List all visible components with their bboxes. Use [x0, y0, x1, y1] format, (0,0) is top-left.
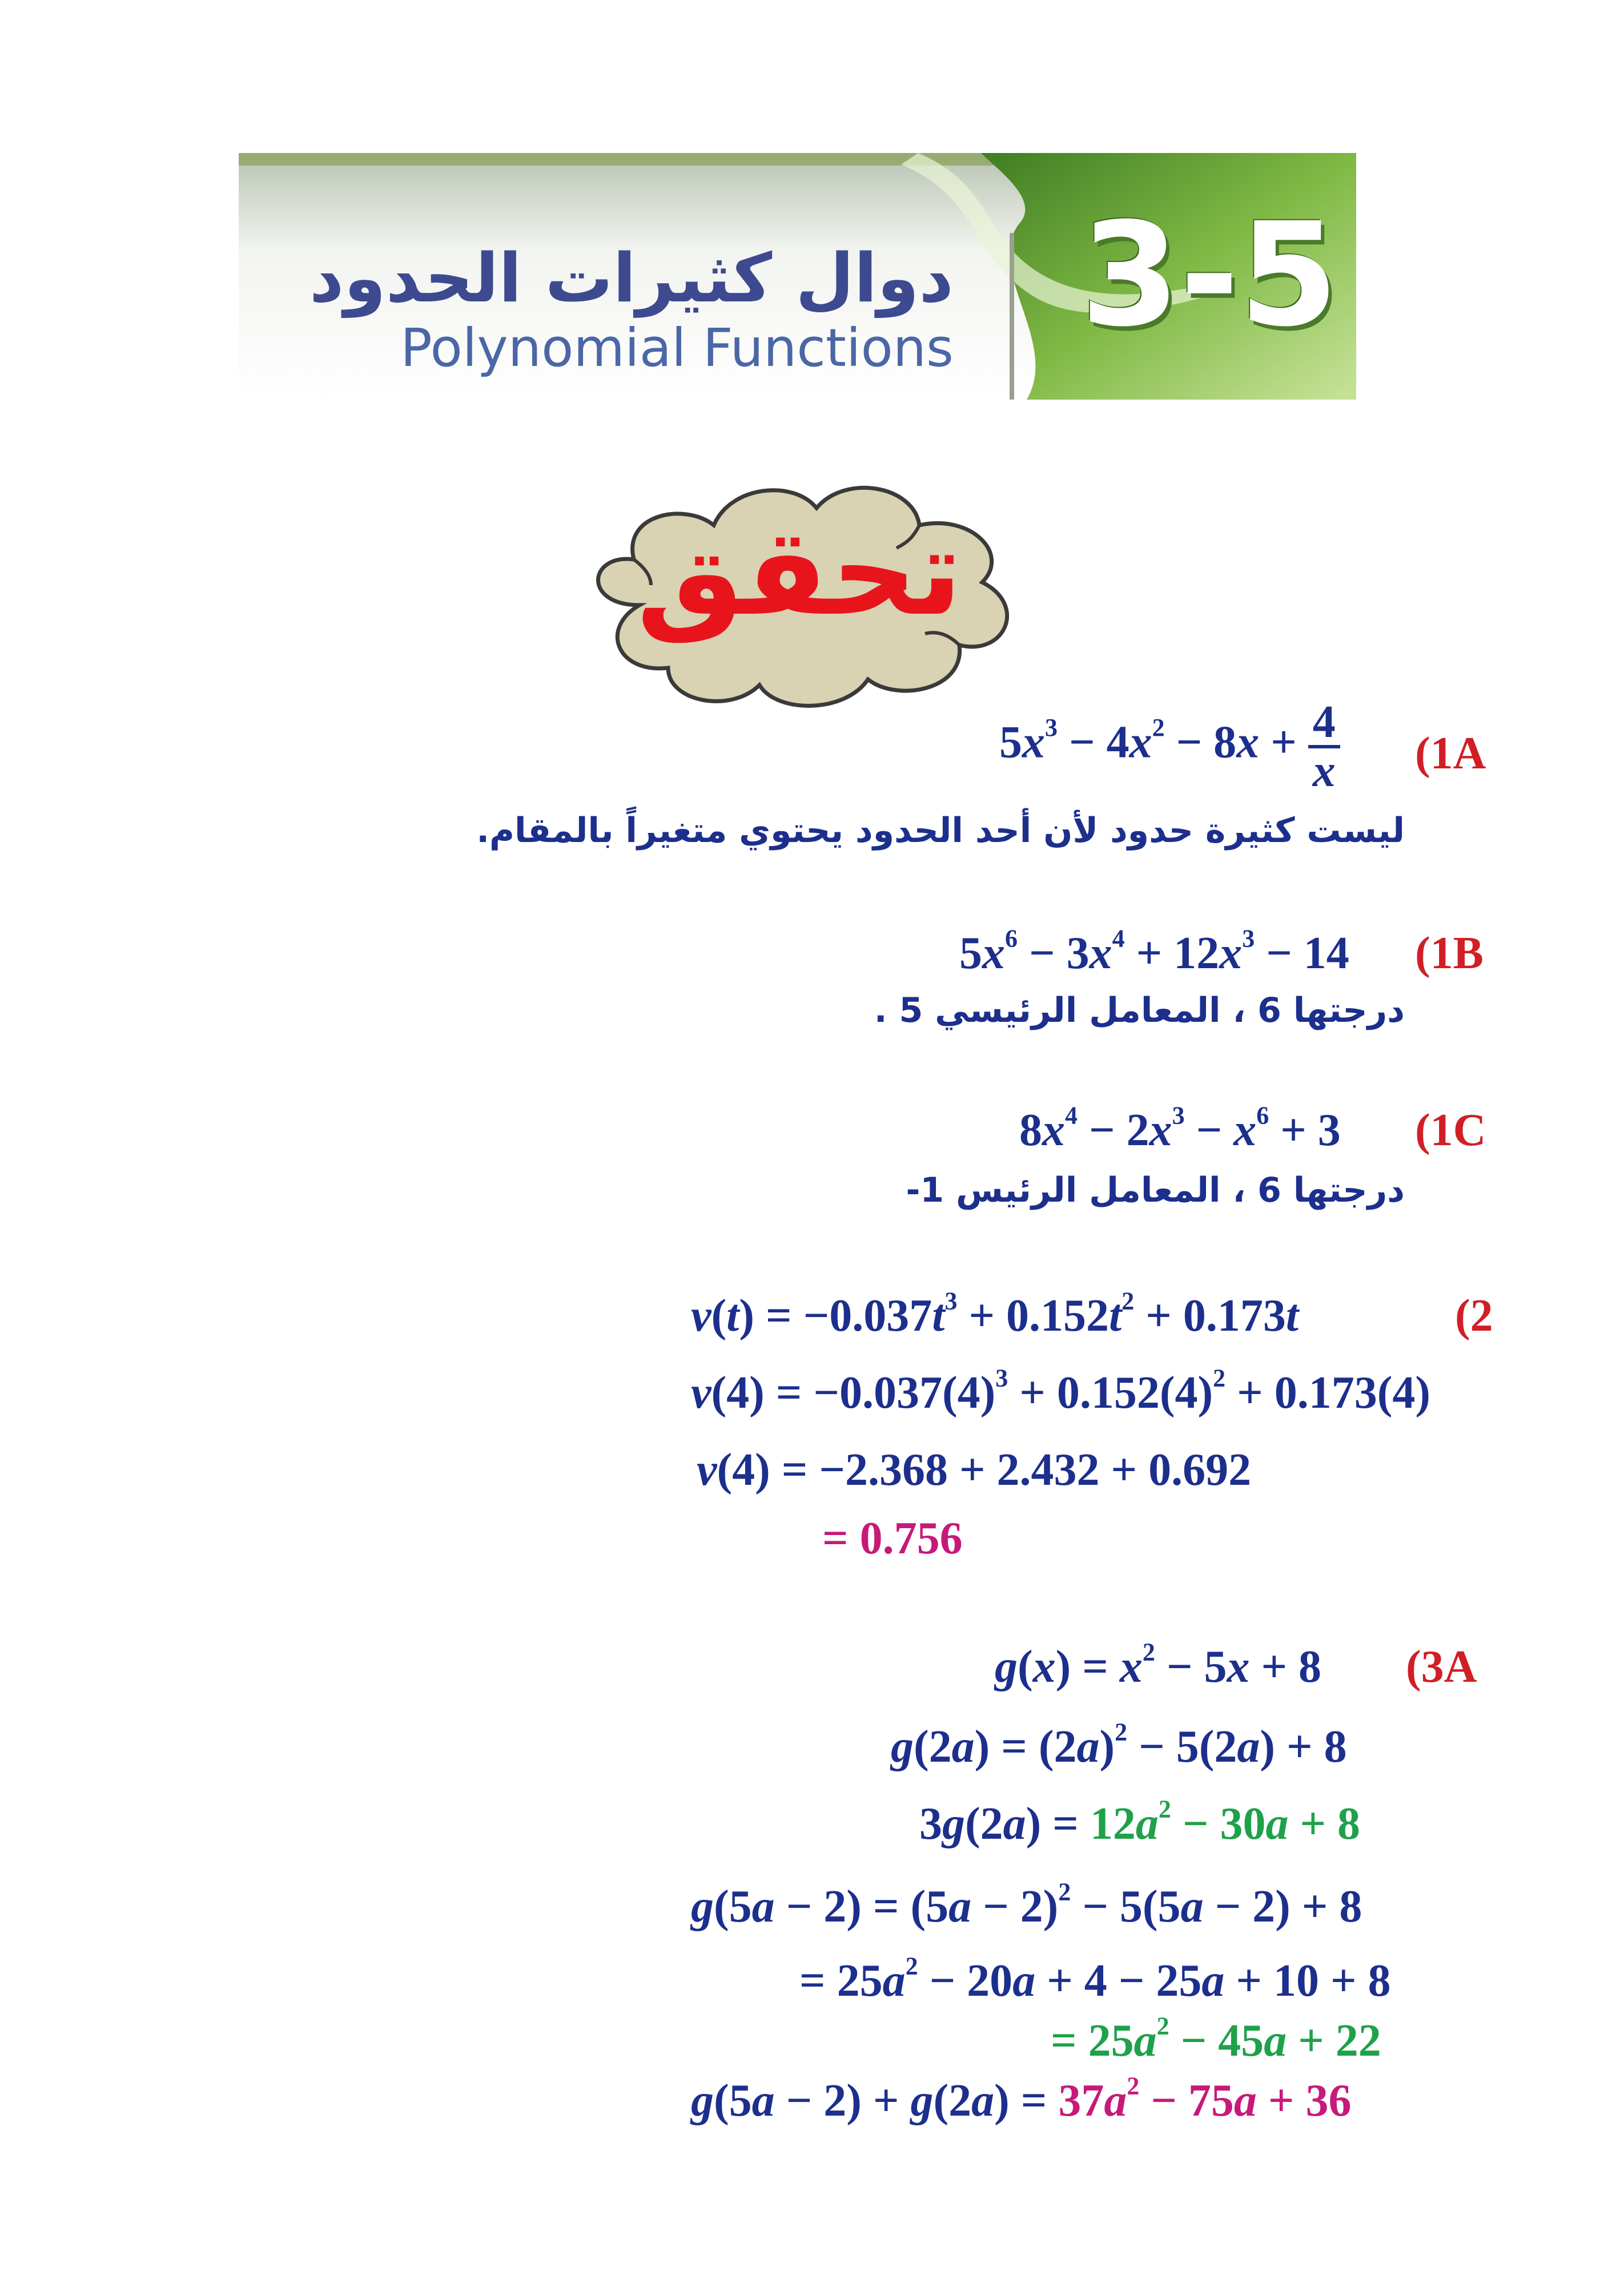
equation-3a-line2: $g(2a) = (2a)^2 - 5(2a) + 8$ — [891, 1718, 1347, 1772]
expression-1b: $5x^6 - 3x^4 + 12x^3 - 14$ — [959, 924, 1349, 978]
problem-label-2: (2 — [1455, 1291, 1493, 1341]
problem-label-1a: (1A — [1415, 728, 1486, 779]
equation-3a-line4: $g(5a - 2) = (5a - 2)^2 - 5(5a - 2) + 8$ — [691, 1878, 1362, 1932]
equation-3a-line5: = $25a^2 - 20a + 4 - 25a + 10 + 8$ — [799, 1952, 1391, 2006]
equation-2-line2: $v(4) = -0.037(4)^3 + 0.152(4)^2 + 0.173(4)$ — [691, 1364, 1430, 1418]
equation-3a-line7: $g(5a - 2) + g(2a) = 37a^2 - 75a + 36$ — [691, 2072, 1352, 2126]
answer-1c: درجتها 6 ، المعامل الرئيس 1- — [906, 1170, 1405, 1210]
expression-1a: $5x^3 - 4x^2 - 8x$ + $\frac{4}{x}$ — [999, 699, 1340, 794]
expression-1c: $8x^4 - 2x^3 - x^6 + 3$ — [1019, 1101, 1341, 1155]
equation-2-line1: $v(t) = -0.037t^3 + 0.152t^2 + 0.173t$ — [691, 1287, 1299, 1341]
section-title-arabic: دوال كثيرات الحدود — [309, 239, 954, 317]
problem-label-3a: (3A — [1406, 1642, 1477, 1692]
answer-1b: درجتها 6 ، المعامل الرئيسي 5 . — [874, 990, 1405, 1030]
equation-3a-line1: $g(x) = x^2 - 5x + 8$ — [995, 1638, 1322, 1692]
equation-2-line3: v(4) = −2.368 + 2.432 + 0.692 — [697, 1445, 1252, 1495]
problem-label-1b: (1B — [1415, 928, 1484, 978]
section-number: 3-5 — [1080, 192, 1338, 358]
equation-2-result: = 0.756 — [822, 1513, 963, 1564]
equation-3a-line6: = $25a^2 - 45a + 22$ — [1051, 2012, 1381, 2066]
section-banner — [239, 153, 1356, 400]
answer-1a: ليست كثيرة حدود لأن أحد الحدود يحتوي متغيراً بالمقام. — [476, 811, 1405, 851]
problem-label-1c: (1C — [1415, 1105, 1486, 1155]
equation-3a-line3: $3g(2a) = 12a^2 - 30a + 8$ — [919, 1795, 1361, 1849]
check-badge-text: تحقق — [636, 502, 963, 642]
section-title-english: Polynomial Functions — [400, 317, 954, 378]
